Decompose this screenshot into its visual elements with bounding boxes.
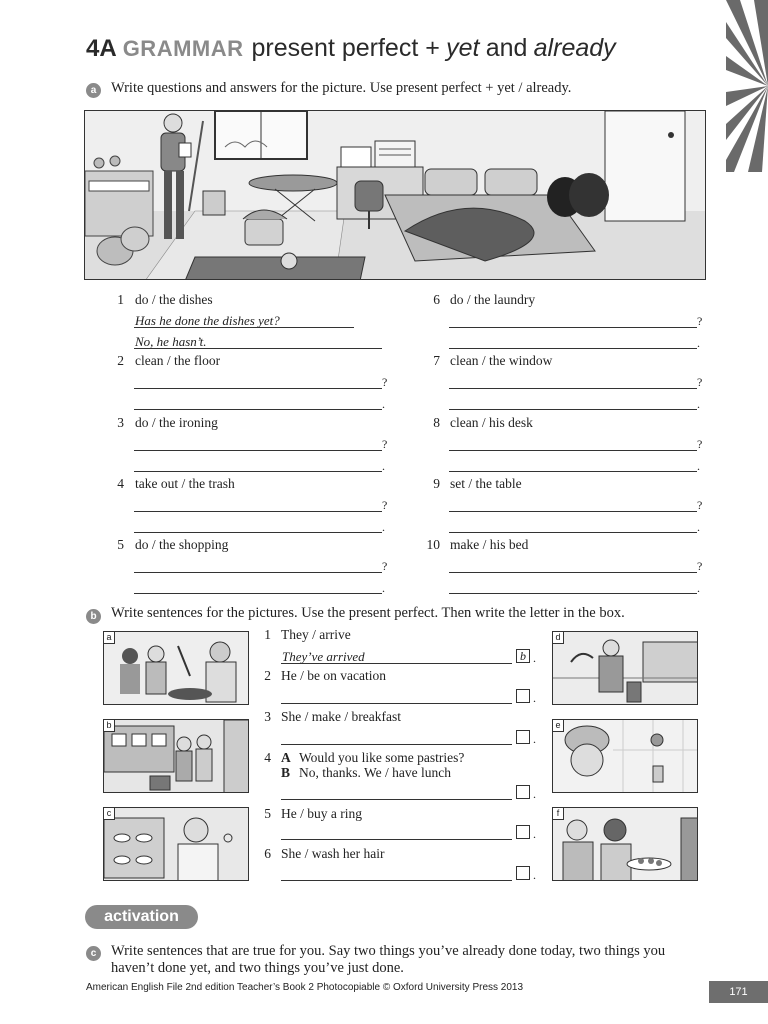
question-mark: ? bbox=[697, 498, 703, 512]
exercise-a-instruction: Write questions and answers for the picture. Use present perfect + yet / already. bbox=[111, 80, 572, 96]
answer-line[interactable] bbox=[281, 663, 512, 664]
exercise-c-instruction-line2: haven’t done yet, and two things you’ve just done. bbox=[111, 960, 404, 976]
item-prompt: They / arrive bbox=[281, 627, 351, 642]
picture-letter: e bbox=[553, 720, 564, 732]
period: . bbox=[697, 581, 700, 595]
exercise-b-badge: b bbox=[86, 609, 101, 624]
activation-label: activation bbox=[85, 905, 198, 929]
letter-box[interactable]: b bbox=[516, 649, 530, 663]
page-title bbox=[86, 34, 616, 63]
exercise-c-badge: c bbox=[86, 946, 101, 961]
period: . bbox=[382, 520, 385, 534]
exercise-a-badge: a bbox=[86, 83, 101, 98]
title-already: already bbox=[533, 34, 616, 62]
item-number: 1 bbox=[117, 292, 124, 307]
item-number: 8 bbox=[433, 415, 440, 430]
picture-letter: f bbox=[553, 808, 564, 820]
period: . bbox=[533, 787, 536, 801]
answer-line[interactable] bbox=[449, 409, 697, 410]
question-mark: ? bbox=[697, 437, 703, 451]
picture-letter: b bbox=[104, 720, 115, 732]
question-mark: ? bbox=[697, 314, 703, 328]
item-prompt: She / wash her hair bbox=[281, 846, 385, 861]
period: . bbox=[697, 459, 700, 473]
dialogue-line-a: Would you like some pastries? bbox=[299, 750, 465, 765]
answer-line[interactable] bbox=[134, 409, 382, 410]
title-text: present perfect + bbox=[251, 34, 440, 62]
period: . bbox=[697, 520, 700, 534]
period: . bbox=[697, 336, 700, 350]
question-line[interactable] bbox=[449, 572, 697, 573]
answer-line[interactable] bbox=[281, 703, 512, 704]
item-number: 1 bbox=[264, 627, 271, 642]
example-question: Has he done the dishes yet? bbox=[135, 313, 280, 328]
item-number: 5 bbox=[117, 537, 124, 552]
question-mark: ? bbox=[697, 375, 703, 389]
sunburst-decoration bbox=[726, 0, 768, 172]
picture-letter: c bbox=[104, 808, 115, 820]
picture-d-man-on-vacation bbox=[552, 631, 698, 705]
picture-f-people-with-pastries bbox=[552, 807, 698, 881]
item-number: 3 bbox=[117, 415, 124, 430]
item-number: 2 bbox=[117, 353, 124, 368]
exercise-c-instruction-line1: Write sentences that are true for you. Say two things you’ve already done today, two things you bbox=[111, 943, 666, 959]
question-line[interactable] bbox=[134, 572, 382, 573]
answer-line[interactable] bbox=[134, 532, 382, 533]
item-prompt: He / buy a ring bbox=[281, 806, 362, 821]
item-prompt: clean / his desk bbox=[450, 415, 533, 430]
answer-line[interactable] bbox=[449, 471, 697, 472]
example-answer: No, he hasn’t. bbox=[135, 334, 207, 349]
question-line[interactable] bbox=[449, 327, 697, 328]
picture-a-family-barbecue bbox=[103, 631, 249, 705]
speaker-a: A bbox=[281, 750, 291, 765]
picture-letter: a bbox=[104, 632, 115, 644]
question-line[interactable] bbox=[449, 511, 697, 512]
question-line[interactable] bbox=[449, 450, 697, 451]
speaker-b: B bbox=[281, 765, 291, 780]
answer-line[interactable] bbox=[449, 348, 697, 349]
question-mark: ? bbox=[382, 437, 388, 451]
item-number: 3 bbox=[264, 709, 271, 724]
item-number: 10 bbox=[426, 537, 440, 552]
period: . bbox=[382, 459, 385, 473]
period: . bbox=[533, 691, 536, 705]
picture-b-couple-at-station bbox=[103, 719, 249, 793]
period: . bbox=[697, 397, 700, 411]
answer-line[interactable] bbox=[281, 839, 512, 840]
title-yet: yet bbox=[446, 34, 480, 62]
answer-line[interactable] bbox=[281, 880, 512, 881]
letter-box[interactable] bbox=[516, 825, 530, 839]
answer-line[interactable] bbox=[449, 532, 697, 533]
item-number: 7 bbox=[433, 353, 440, 368]
item-prompt: do / the dishes bbox=[135, 292, 213, 307]
item-number: 6 bbox=[264, 846, 271, 861]
item-prompt: do / the shopping bbox=[135, 537, 229, 552]
item-prompt: clean / the floor bbox=[135, 353, 221, 368]
dialogue-line-b: No, thanks. We / have lunch bbox=[299, 765, 452, 780]
title-and: and bbox=[485, 34, 528, 62]
footer-credit: American English File 2nd edition Teacher’s Book 2 Photocopiable © Oxford University Press 2013 bbox=[86, 982, 524, 993]
period: . bbox=[533, 868, 536, 882]
question-line[interactable] bbox=[134, 511, 382, 512]
period: . bbox=[533, 732, 536, 746]
page-number: 171 bbox=[709, 981, 768, 1003]
example-answer: They’ve arrived bbox=[282, 649, 365, 664]
messy-apartment-illustration bbox=[84, 110, 706, 280]
item-prompt: He / be on vacation bbox=[281, 668, 386, 683]
item-number: 5 bbox=[264, 806, 271, 821]
question-line[interactable] bbox=[134, 450, 382, 451]
question-line[interactable] bbox=[449, 388, 697, 389]
picture-letter: d bbox=[553, 632, 564, 644]
item-prompt: take out / the trash bbox=[135, 476, 235, 491]
period: . bbox=[533, 827, 536, 841]
answer-line[interactable] bbox=[281, 744, 512, 745]
question-mark: ? bbox=[382, 559, 388, 573]
item-number: 2 bbox=[264, 668, 271, 683]
item-prompt: set / the table bbox=[450, 476, 522, 491]
picture-c-jewelry-shop bbox=[103, 807, 249, 881]
question-line[interactable] bbox=[134, 388, 382, 389]
question-mark: ? bbox=[382, 375, 388, 389]
item-prompt: She / make / breakfast bbox=[281, 709, 401, 724]
section-label: GRAMMAR bbox=[122, 36, 244, 61]
question-mark: ? bbox=[697, 559, 703, 573]
item-number: 4 bbox=[117, 476, 124, 491]
answer-line[interactable] bbox=[134, 348, 382, 349]
item-prompt: do / the ironing bbox=[135, 415, 218, 430]
period: . bbox=[382, 581, 385, 595]
letter-box[interactable] bbox=[516, 785, 530, 799]
item-prompt: clean / the window bbox=[450, 353, 553, 368]
answer-line[interactable] bbox=[134, 593, 382, 594]
question-mark: ? bbox=[382, 498, 388, 512]
period: . bbox=[533, 651, 536, 665]
item-number: 6 bbox=[433, 292, 440, 307]
item-number: 9 bbox=[433, 476, 440, 491]
answer-line[interactable] bbox=[449, 593, 697, 594]
item-prompt: make / his bed bbox=[450, 537, 529, 552]
period: . bbox=[382, 397, 385, 411]
picture-e-woman-with-towel bbox=[552, 719, 698, 793]
item-prompt: do / the laundry bbox=[450, 292, 536, 307]
question-line[interactable] bbox=[134, 327, 354, 328]
item-number: 4 bbox=[264, 750, 271, 765]
answer-line[interactable] bbox=[281, 799, 512, 800]
unit-code: 4A bbox=[86, 35, 117, 62]
letter-box[interactable] bbox=[516, 730, 530, 744]
letter-box[interactable] bbox=[516, 866, 530, 880]
answer-line[interactable] bbox=[134, 471, 382, 472]
exercise-b-instruction: Write sentences for the pictures. Use the present perfect. Then write the letter in the box. bbox=[111, 605, 625, 621]
letter-box[interactable] bbox=[516, 689, 530, 703]
